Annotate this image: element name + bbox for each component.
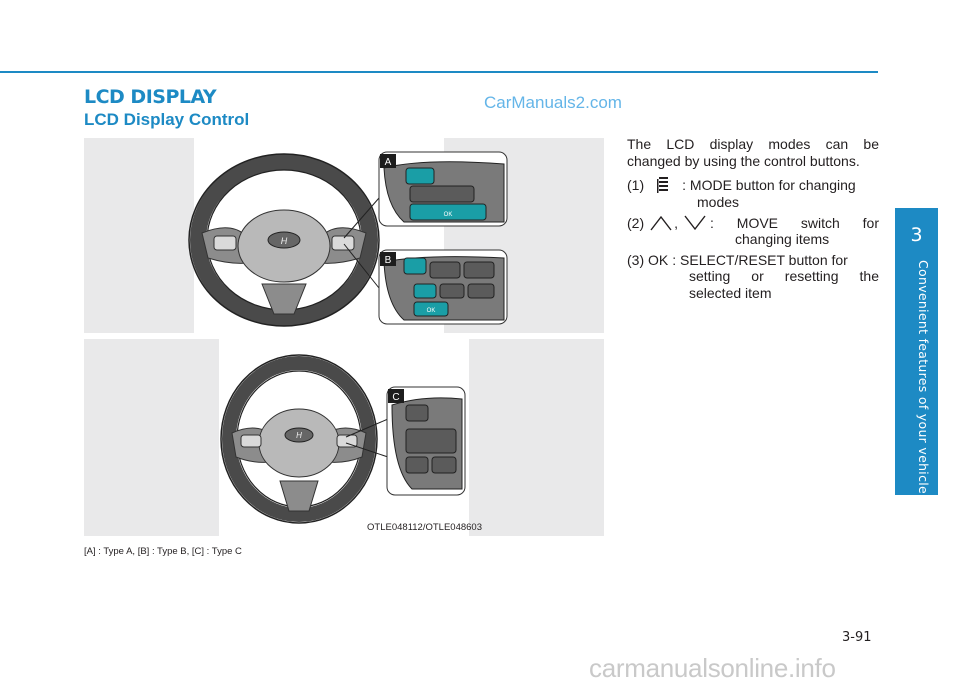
callout-a: A (384, 157, 392, 168)
steering-wheel-illustration-c (84, 339, 604, 536)
steering-wheel-illustration-ab (84, 138, 604, 333)
intro-paragraph: The LCD display modes can be changed by using the control buttons. (627, 136, 879, 169)
chevron-down-icon (684, 215, 706, 231)
section-title: LCD DISPLAY (84, 86, 217, 108)
figure-steering-wheel-type-c (84, 339, 604, 536)
item-line2: modes (697, 194, 740, 210)
svg-text:H: H (296, 431, 302, 440)
body-text (627, 136, 879, 305)
list-item-select-reset (627, 252, 879, 302)
svg-text:H: H (280, 236, 288, 246)
detail-type-b (379, 250, 507, 324)
callout-b: B (384, 255, 392, 266)
svg-text:OK: OK (443, 212, 453, 218)
svg-text:OK: OK (426, 308, 436, 314)
header-rule (0, 71, 878, 73)
detail-type-c (387, 387, 465, 495)
callout-c: C (392, 392, 400, 403)
item-separator: , (674, 214, 679, 231)
chapter-side-tab (895, 208, 938, 495)
watermark-top[interactable]: CarManuals2.com (484, 93, 622, 112)
item-line1: : SELECT/RESET button for (672, 251, 848, 268)
item-line1: : MODE button for changing (682, 177, 856, 193)
figure-steering-wheel-types-ab (84, 138, 604, 333)
item-prefix: (1) (627, 177, 645, 193)
watermark-bottom[interactable]: carmanualsonline.info (589, 653, 836, 683)
chapter-title: Convenient features of your vehicle (916, 260, 931, 495)
list-item-mode (627, 177, 879, 211)
chevron-up-icon (650, 215, 672, 231)
item-line1: : MOVE switch for (710, 214, 879, 231)
item-line3: selected item (689, 284, 772, 301)
list-item-move (627, 215, 879, 248)
figure-code: OTLE048112/OTLE048603 (367, 522, 482, 533)
page-number: 3-91 (842, 630, 872, 645)
item-prefix: (3) OK (627, 251, 669, 268)
figure-caption: [A] : Type A, [B] : Type B, [C] : Type C (84, 546, 242, 557)
item-line2: changing items (735, 231, 830, 247)
item-prefix: (2) (627, 214, 645, 231)
chapter-number: 3 (910, 224, 923, 246)
mode-button-icon (652, 177, 676, 194)
detail-type-a (379, 152, 507, 226)
item-line2: setting or resetting the (689, 268, 879, 284)
subsection-title: LCD Display Control (84, 110, 250, 129)
